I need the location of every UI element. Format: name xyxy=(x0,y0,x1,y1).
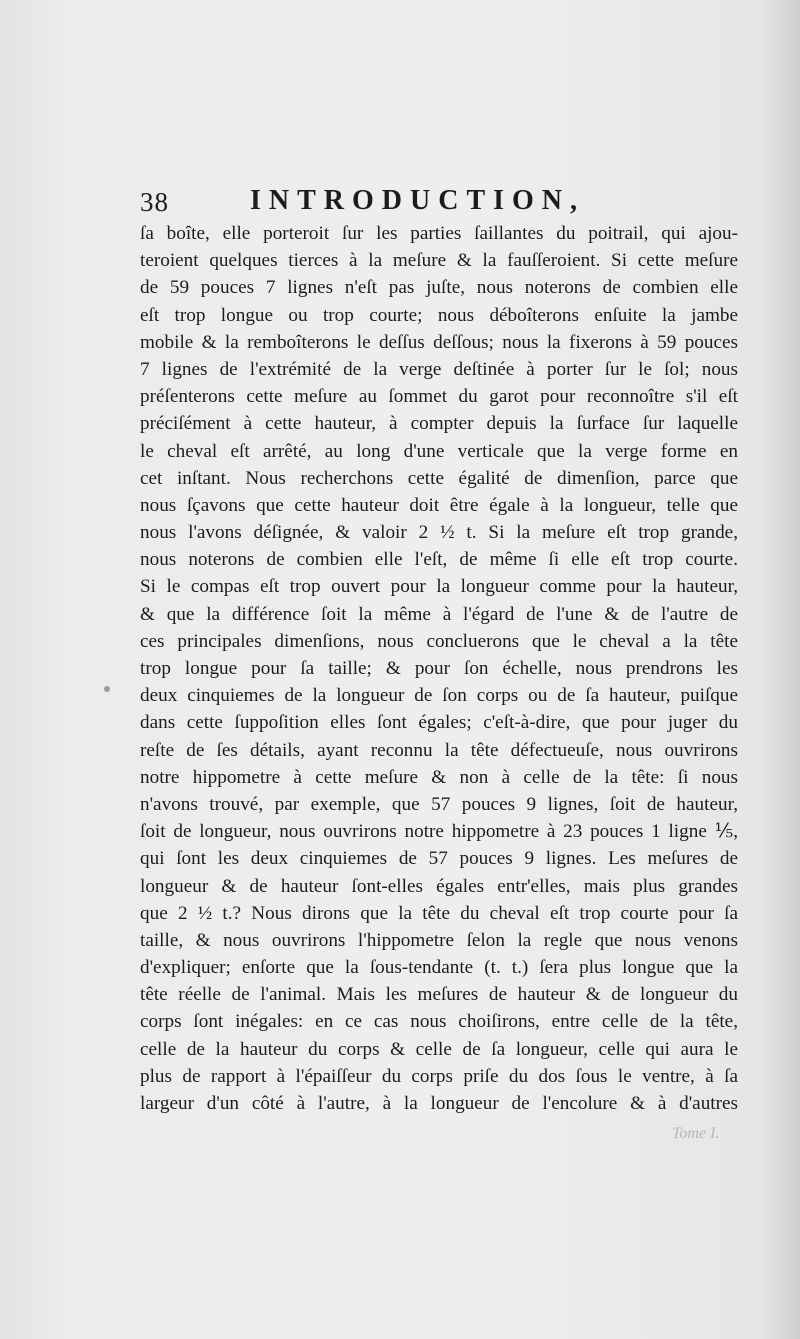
text-line: de 59 pouces 7 lignes n'eſt pas juſte, nous noterons de combien elle xyxy=(140,277,738,299)
text-line: deux cinquiemes de la longueur de ſon corps ou de ſa hauteur, puiſque xyxy=(140,685,738,707)
text-line: notre hippometre à cette meſure & non à celle de la tête: ſi nous xyxy=(140,766,738,788)
text-line: que 2 ½ t.? Nous dirons que la tête du cheval eſt trop courte pour ſa xyxy=(140,902,738,924)
text-line: tête réelle de l'animal. Mais les meſures de hauteur & de longueur du xyxy=(140,984,738,1006)
text-line: préciſément à cette hauteur, à compter depuis la ſurface ſur laquelle xyxy=(140,413,738,435)
text-line: d'expliquer; enſorte que la ſous-tendante (t. t.) ſera plus longue que la xyxy=(140,957,738,979)
text-line: cet inſtant. Nous recherchons cette égalité de dimenſion, parce que xyxy=(140,467,738,489)
text-line: préſenterons cette meſure au ſommet du garot pour reconnoître s'il eſt xyxy=(140,386,738,408)
text-line: 7 lignes de l'extrémité de la verge deſtinée à porter ſur le ſol; nous xyxy=(140,358,738,380)
text-line: nous ſçavons que cette hauteur doit être égale à la longueur, telle que xyxy=(140,494,738,516)
text-line: qui ſont les deux cinquiemes de 57 pouces 9 lignes. Les meſures de xyxy=(140,848,738,870)
text-line: corps ſont inégales: en ce cas nous choiſirons, entre celle de la tête, xyxy=(140,1011,738,1033)
text-line: teroient quelques tierces à la meſure & la fauſſeroient. Si cette meſure xyxy=(140,250,738,272)
text-line: celle de la hauteur du corps & celle de ſa longueur, celle qui aura le xyxy=(140,1038,738,1060)
text-line: n'avons trouvé, par exemple, que 57 pouces 9 lignes, ſoit de hauteur, xyxy=(140,793,738,815)
text-line: ſa boîte, elle porteroit ſur les parties ſaillantes du poitrail, qui ajou- xyxy=(140,223,738,244)
ink-speck xyxy=(104,686,110,692)
text-line: longueur & de hauteur ſont-elles égales entr'elles, mais plus grandes xyxy=(140,875,738,897)
text-line: taille, & nous ouvrirons l'hippometre ſelon la regle que nous venons xyxy=(140,929,738,951)
page-header xyxy=(140,183,740,223)
text-line: dans cette ſuppoſition elles ſont égales; c'eſt-à-dire, que pour juger du xyxy=(140,712,738,734)
text-line: eſt trop longue ou trop courte; nous déboîterons enſuite la jambe xyxy=(140,304,738,326)
text-line: ſoit de longueur, nous ouvrirons notre hippometre à 23 pouces 1 ligne ⅕, xyxy=(140,821,738,843)
signature-mark: Tome I. xyxy=(672,1125,720,1142)
text-line: nous l'avons déſignée, & valoir 2 ½ t. Si la meſure eſt trop grande, xyxy=(140,522,738,544)
running-head: INTRODUCTION, xyxy=(250,185,586,216)
text-line: plus de rapport à l'épaiſſeur du corps priſe du dos ſous le ventre, à ſa xyxy=(140,1065,738,1087)
text-line: nous noterons de combien elle l'eſt, de même ſi elle eſt trop courte. xyxy=(140,549,738,571)
text-line: ces principales dimenſions, nous concluerons que le cheval a la tête xyxy=(140,630,738,652)
text-line: largeur d'un côté à l'autre, à la longueur de l'encolure & à d'autres xyxy=(140,1093,738,1114)
text-line: trop longue pour ſa taille; & pour ſon échelle, nous prendrons les xyxy=(140,658,738,679)
body-text xyxy=(140,220,738,1117)
text-line: reſte de ſes détails, ayant reconnu la tête défectueuſe, nous ouvrirons xyxy=(140,739,738,761)
text-line: mobile & la remboîterons le deſſus deſſous; nous la fixerons à 59 pouces xyxy=(140,331,738,353)
text-line: & que la différence ſoit la même à l'égard de l'une & de l'autre de xyxy=(140,603,738,625)
page-number: 38 xyxy=(140,187,169,217)
text-line: Si le compas eſt trop ouvert pour la longueur comme pour la hauteur, xyxy=(140,576,738,598)
text-line: le cheval eſt arrêté, au long d'une verticale que la verge forme en xyxy=(140,440,738,462)
